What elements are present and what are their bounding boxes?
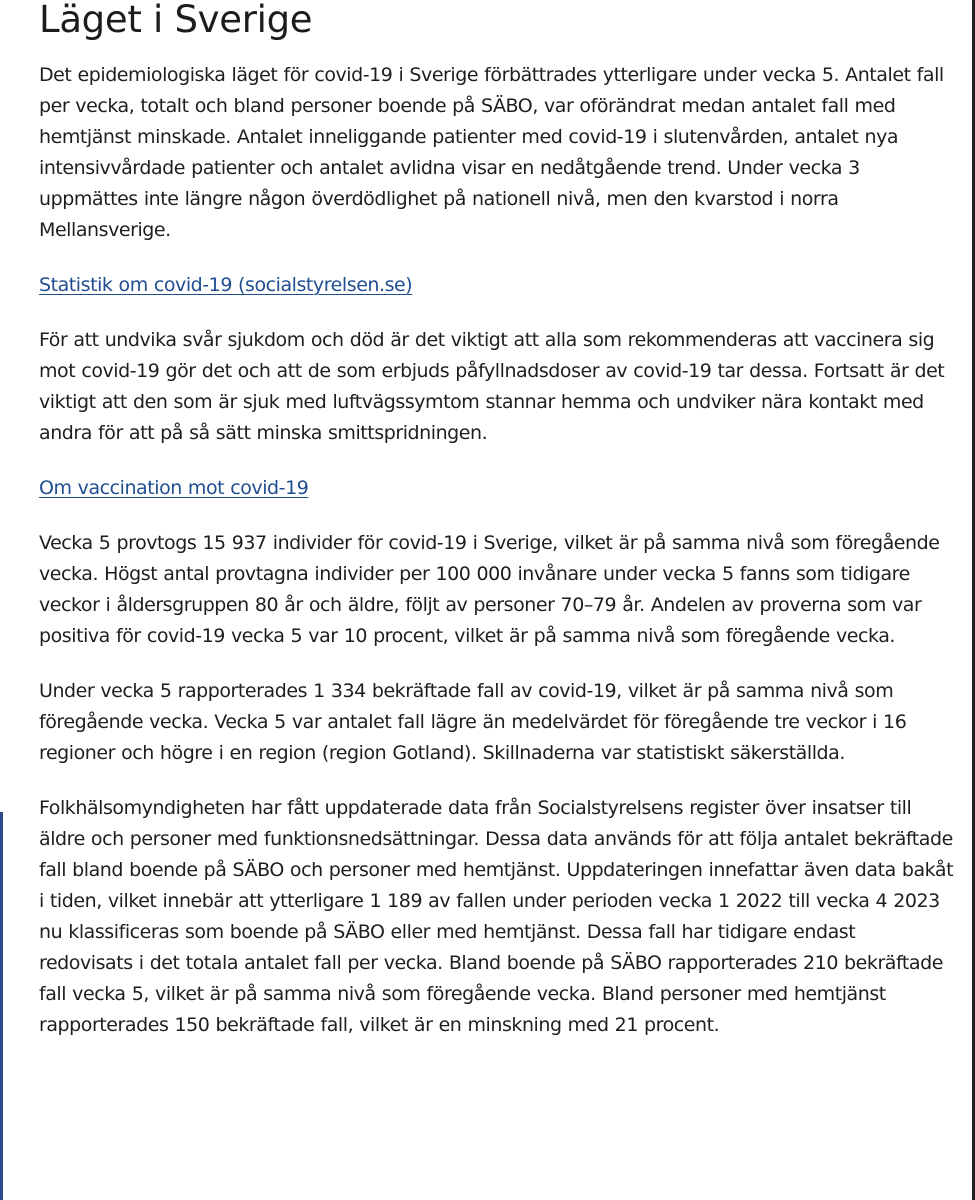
- paragraph-sabo-homecare: Folkhälsomyndigheten har fått uppdaterade data från Socialstyrelsens register över insatser till äldre och personer med funktionsnedsättningar. Dessa data används för att följa antalet bekräftade fall bland boende på SÄBO och personer med hemtjänst. Uppdateringen innefattar även data bakåt i tiden, vilket innebär att ytterligare 1 189 av fallen under perioden vecka 1 2022 till vecka 4 2023 nu klassificeras som boende på SÄBO eller med hemtjänst. Dessa fall har tidigare endast redovisats i det totala antalet fall per vecka. Bland boende på SÄBO rapporterades 210 bekräftade fall vecka 5, vilket är på samma nivå som föregående vecka. Bland personer med hemtjänst rapporterades 150 bekräftade fall, vilket är en minskning med 21 procent.: [39, 797, 954, 1036]
- article-content: [39, 0, 954, 1065]
- paragraph-testing: Vecka 5 provtogs 15 937 individer för covid-19 i Sverige, vilket är på samma nivå som föregående vecka. Högst antal provtagna individer per 100 000 invånare under vecka 5 fanns som tidigare veckor i åldersgruppen 80 år och äldre, följt av personer 70–79 år. Andelen av proverna som var positiva för covid-19 vecka 5 var 10 procent, vilket är på samma nivå som föregående vecka.: [39, 532, 940, 647]
- paragraph-situation-summary: Det epidemiologiska läget för covid-19 i Sverige förbättrades ytterligare under vecka 5. Antalet fall per vecka, totalt och bland personer boende på SÄBO, var oförändrat medan antalet fall med hemtjänst minskade. Antalet inneliggande patienter med covid-19 i slutenvården, antalet nya intensivvårdade patienter och antalet avlidna visar en nedåtgående trend. Under vecka 3 uppmättes inte längre någon överdödlighet på nationell nivå, men den kvarstod i norra Mellansverige.: [39, 64, 944, 241]
- statistics-link[interactable]: Statistik om covid-19 (socialstyrelsen.se): [39, 274, 413, 296]
- vaccination-link-row: [39, 473, 954, 504]
- vaccination-link[interactable]: Om vaccination mot covid-19: [39, 477, 309, 499]
- left-accent-bar: [0, 812, 3, 1200]
- page-title: Läget i Sverige: [39, 0, 313, 41]
- paragraph-confirmed-cases: Under vecka 5 rapporterades 1 334 bekräftade fall av covid-19, vilket är på samma nivå som föregående vecka. Vecka 5 var antalet fall lägre än medelvärdet för föregående tre veckor i 16 regioner och högre i en region (region Gotland). Skillnaderna var statistiskt säkerställda.: [39, 680, 907, 764]
- statistics-link-row: [39, 270, 954, 301]
- paragraph-vaccination-advice: För att undvika svår sjukdom och död är det viktigt att alla som rekommenderas att vaccinera sig mot covid-19 gör det och att de som erbjuds påfyllnadsdoser av covid-19 tar dessa. Fortsatt är det viktigt att den som är sjuk med luftvägssymtom stannar hemma och undviker nära kontakt med andra för att på så sätt minska smittspridningen.: [39, 329, 945, 444]
